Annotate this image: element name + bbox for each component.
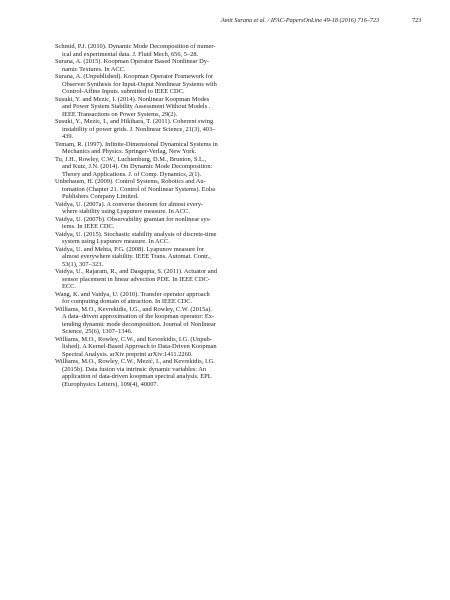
reference-line: ECC. <box>62 283 77 290</box>
reference-line: 53(1), 307–323. <box>62 260 104 268</box>
reference-line: Williams, M.O., Rowley, C.W., Mezić, I., and Kevrekidis, I.G. <box>55 358 215 365</box>
reference-entry <box>55 231 240 246</box>
reference-line: 439. <box>62 133 74 140</box>
reference-line: sensor placement in linear advection PDE. In IEEE CDC- <box>62 275 210 283</box>
reference-line: Control-Affine Inputs. submitted to IEEE CDC. <box>62 88 185 95</box>
reference-line: Susuki, Y., Mezic, I., and Hikihara, T. (2011). Coherent swing <box>55 118 214 125</box>
reference-entry <box>55 141 240 156</box>
running-title: Amit Surana et al. / IFAC-PapersOnLine 49-18 (2016) 716–723 <box>221 17 380 24</box>
reference-line: Vaidya, U. (2007a). A converse theorem for almost every- <box>55 200 204 208</box>
reference-entry <box>55 156 240 179</box>
reference-line: Williams, M.O., Kevrekidis, I.G., and Rowley, C.W. (2015a). <box>55 305 212 313</box>
reference-line: tomation (Chapter 21. Control of Nonlinear Systems). Eolss <box>62 185 216 193</box>
reference-line: Wang, K. and Vaidya, U. (2010). Transfer operator approach <box>55 290 210 298</box>
reference-entry <box>55 96 240 119</box>
reference-line: tending dynamic mode decomposition. Journal of Nonlinear <box>62 320 216 328</box>
reference-line: ical and experimental data. J. Fluid Mech, 656, 5–28. <box>62 50 199 58</box>
reference-line: almost everywhere stability. IEEE Trans. Automat. Contr., <box>62 253 211 260</box>
reference-line: Theory and Applications. J. of Comp. Dynamics, 2(1). <box>62 170 202 178</box>
reference-line: instability of power grids. J. Nonlinear Science, 21(3), 403– <box>62 125 216 133</box>
reference-entry <box>55 201 240 216</box>
reference-line: Vaidya, U. (2007b). Observability gramian for nonlinear sys- <box>55 215 212 223</box>
reference-line: namic Textures. In ACC. <box>62 65 126 73</box>
reference-line: and Power System Stability Assessment Without Models . <box>62 103 211 110</box>
reference-line: lished). A Kernel-Based Approach to Data-Driven Koopman <box>62 343 217 350</box>
reference-line: (2015b). Data fusion via intrinsic dynamic variables: An <box>62 365 207 373</box>
reference-line: Observer Synthesis for Input-Ouput Nonlinear Systems with <box>62 80 217 88</box>
reference-entry <box>55 268 240 291</box>
reference-line: Susuki, Y. and Mezic, I. (2014). Nonlinear Koopman Modes <box>55 95 210 103</box>
reference-entry <box>55 73 240 96</box>
reference-entry <box>55 58 240 73</box>
reference-line: A data–driven approximation of the koopman operator: Ex- <box>62 313 215 320</box>
reference-line: tems. In IEEE CDC. <box>62 223 115 230</box>
reference-entry <box>55 118 240 141</box>
reference-entry <box>55 291 240 306</box>
reference-line: IEEE Transactions on Power Systems, 29(2). <box>62 110 178 118</box>
reference-line: Publishers Company Limited. <box>62 193 139 200</box>
reference-line: Surana, A. (Unpublished). Koopman Operator Framework for <box>55 73 214 80</box>
reference-entry <box>55 336 240 359</box>
reference-entry <box>55 178 240 201</box>
reference-line: Spectral Analysis. arXiv preprint arXiv:1411.2260. <box>62 350 193 358</box>
reference-list <box>55 43 240 388</box>
reference-entry <box>55 246 240 269</box>
reference-line: Vaidya, U., Rajaram, R., and Dasgupta, S. (2011). Actuator and <box>55 268 217 275</box>
reference-line: where stability using Lyapunov measure. In ACC. <box>62 208 190 215</box>
reference-line: Temam, R. (1997). Infinite-Dimensional Dynamical Systems in <box>55 140 218 148</box>
reference-line: Mechanics and Physics. Springer-Verlag, New York. <box>62 148 197 155</box>
reference-line: system using Lyapunov measure. In ACC. <box>62 238 170 245</box>
reference-entry <box>55 358 240 388</box>
reference-line: Science, 25(6), 1307–1346. <box>62 328 133 335</box>
reference-line: for computing domain of attraction. In IEEE CDC. <box>62 298 193 305</box>
reference-line: Tu, J.H., Rowley, C.W., Luchtenburg, D.M., Brunton, S.L., <box>55 155 207 163</box>
reference-line: Surana, A. (2015). Koopman Operator Based Nonlinear Dy- <box>55 58 210 65</box>
page-number: 723 <box>412 17 422 24</box>
reference-line: Vaidya, U. (2015). Stochastic stability analysis of discrete-time <box>55 230 217 238</box>
reference-line: Vaidya, U. and Mehta, P.G. (2008). Lyapunov measure for <box>55 245 205 253</box>
reference-line: application of data-driven koopman spectral analysis. EPL <box>62 373 212 380</box>
reference-line: (Europhysics Letters), 109(4), 40007. <box>62 380 159 388</box>
reference-entry <box>55 216 240 231</box>
reference-entry <box>55 306 240 336</box>
reference-line: and Kutz, J.N. (2014). On Dynamic Mode Decomposition: <box>62 163 213 170</box>
reference-line: Unbehauen, H. (2009). Control Systems, Robotics and Au- <box>55 178 206 185</box>
reference-entry <box>55 43 240 58</box>
reference-line: Schmid, P.J. (2010). Dynamic Mode Decomposition of numer- <box>55 43 216 50</box>
running-header <box>0 17 450 29</box>
reference-line: Williams, M.O., Rowley, C.W., and Kevrekidis, I.G. (Unpub- <box>55 335 213 343</box>
